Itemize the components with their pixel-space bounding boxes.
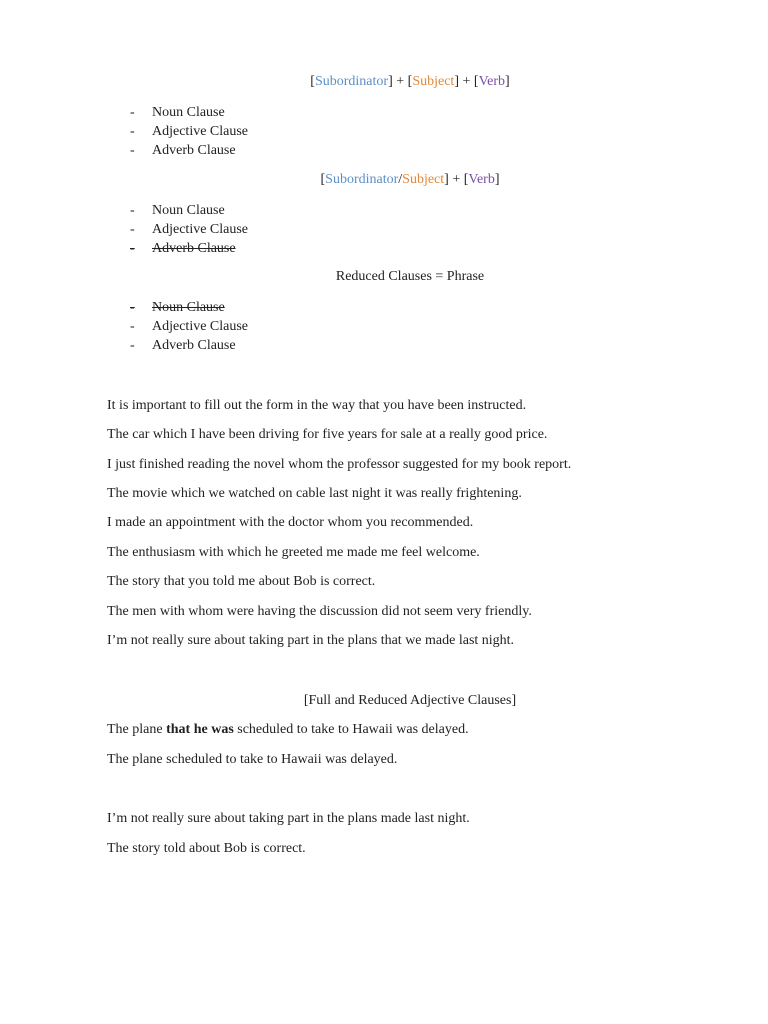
sentence: It is important to fill out the form in the way that you have been instructed.: [107, 398, 527, 413]
list-item-text: Adjective Clause: [152, 124, 249, 139]
example-text: scheduled to take to Hawaii was delayed.: [233, 722, 469, 737]
example-reduced-clause: The plane scheduled to take to Hawaii was delayed.: [107, 752, 398, 767]
verb-label: Verb: [478, 74, 506, 89]
subject-label: Subject: [402, 172, 445, 187]
sentence: The movie which we watched on cable last night it was really frightening.: [107, 486, 522, 501]
example-full-clause: [107, 721, 469, 739]
list-item-text: Adverb Clause: [152, 241, 236, 256]
clause-list-2: [130, 201, 248, 258]
list-item: [130, 336, 248, 355]
reduced-clauses-heading: Reduced Clauses = Phrase: [335, 269, 485, 284]
subordinator-label: Subordinator: [314, 74, 389, 89]
highlighted-clause: that he was: [166, 722, 234, 737]
list-item-text: Noun Clause: [152, 300, 225, 315]
dash: -: [130, 105, 135, 120]
bracket: [: [463, 172, 469, 187]
verb-label: Verb: [468, 172, 495, 187]
sentence: I just finished reading the novel whom the professor suggested for my book report.: [107, 457, 572, 472]
bracket: ]: [388, 74, 393, 89]
list-item: [130, 317, 248, 336]
list-item: [130, 103, 248, 122]
sentence: The enthusiasm with which he greeted me made me feel welcome.: [107, 545, 480, 560]
clause-list-3: [130, 298, 248, 355]
bracket: [: [407, 74, 413, 89]
list-item: [130, 220, 248, 239]
bracket: ]: [505, 74, 510, 89]
list-item-text: Noun Clause: [152, 105, 225, 120]
list-item-struck: [130, 239, 248, 258]
example-text: The plane: [107, 722, 167, 737]
list-item: [130, 141, 248, 160]
list-item: [130, 122, 248, 141]
plus-sign: +: [448, 172, 464, 187]
list-item-struck: [130, 298, 248, 317]
list-item-text: Noun Clause: [152, 203, 225, 218]
dash: -: [130, 222, 135, 237]
dash: -: [130, 124, 135, 139]
example-reduced-clause: The story told about Bob is correct.: [107, 841, 306, 856]
example-reduced-clause: I’m not really sure about taking part in the plans made last night.: [107, 811, 470, 826]
dash: -: [130, 300, 135, 315]
list-item-text: Adjective Clause: [152, 222, 249, 237]
dash: -: [130, 338, 135, 353]
bracket: [: [473, 74, 479, 89]
dash: -: [130, 203, 135, 218]
formula-full-clause: [0, 73, 768, 91]
sentence: The men with whom were having the discussion did not seem very friendly.: [107, 604, 532, 619]
dash: -: [130, 143, 135, 158]
subordinator-label: Subordinator: [325, 172, 399, 187]
slash: /: [398, 172, 403, 187]
list-item-text: Adverb Clause: [152, 338, 236, 353]
list-item-text: Adverb Clause: [152, 143, 236, 158]
bracket: [: [310, 74, 315, 89]
bracket: [: [320, 172, 326, 187]
bracket: ]: [444, 172, 449, 187]
list-item-text: Adjective Clause: [152, 319, 249, 334]
sentence: The car which I have been driving for five years for sale at a really good price.: [107, 427, 548, 442]
sentence: I’m not really sure about taking part in the plans that we made last night.: [107, 633, 515, 648]
plus-sign: +: [459, 74, 474, 89]
sentence: I made an appointment with the doctor whom you recommended.: [107, 515, 474, 530]
clause-list-1: [130, 103, 248, 160]
bracket: ]: [494, 172, 500, 187]
bracket: ]: [454, 74, 459, 89]
formula-combined-clause: [0, 171, 768, 189]
full-reduced-heading: [Full and Reduced Adjective Clauses]: [303, 693, 517, 708]
dash: -: [130, 241, 135, 256]
list-item: [130, 201, 248, 220]
subject-label: Subject: [412, 74, 455, 89]
sentence: The story that you told me about Bob is correct.: [107, 574, 376, 589]
plus-sign: +: [392, 74, 408, 89]
dash: -: [130, 319, 135, 334]
